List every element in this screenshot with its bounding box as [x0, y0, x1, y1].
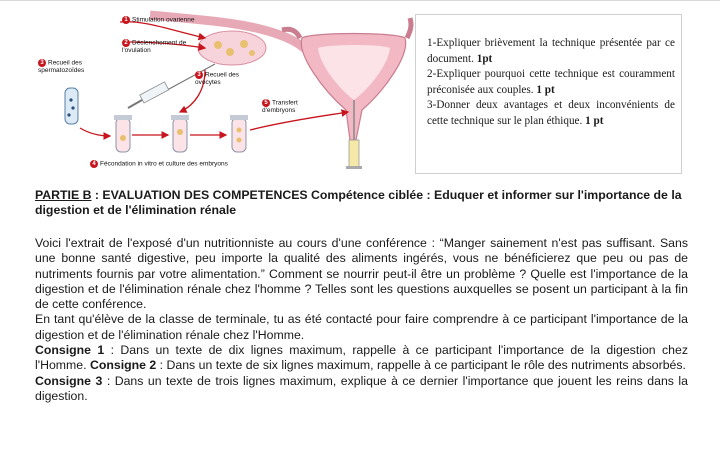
question-2: 2-Expliquer pourquoi cette technique est couramment préconisée aux couples. 1 pt	[427, 68, 675, 96]
step-badge: 1	[122, 16, 130, 24]
question-3: 3-Donner deux avantages et deux inconvénients de cette technique sur le plan éthique. 1 pt	[427, 99, 675, 127]
part-b-title: : EVALUATION DES COMPETENCES Compétence ciblée : Eduquer et informer sur l'importance de la digestion et de l'élimination rénale	[35, 188, 682, 217]
context-paragraph: Voici l'extrait de l'exposé d'un nutritionniste au cours d'une conférence : “Manger sainement n'est pas suffisant. Sans une bonne santé digestive, peu importe la qualité des aliments ingérés, vous ne bénéficierez que peu ou pas de nutriments fournis par votre alimentation.” Comment se nourrir peut-il être un problème ? Quelle est l'importance de la digestion et de l'élimination rénale chez l'homme ? Telles sont les questions auxquelles se posent un participant à la fin de cette conférence.	[35, 236, 688, 312]
step-badge: 5	[262, 99, 270, 107]
question-points: 1pt	[476, 52, 493, 65]
label-fertilization: 4 Fécondation in vitro et culture des embryons	[90, 160, 290, 168]
consigne-1-label: Consigne 1	[35, 343, 105, 358]
transfer-catheter-icon	[349, 140, 359, 168]
label-sperm-collection: 3 Recueil des spermatozoïdes	[38, 59, 85, 74]
task-paragraph: En tant qu'élève de la classe de terminale, tu as été contacté pour faire comprendre à ce participant l'importance de la digestion et de l'élimination rénale chez l'Homme.	[35, 312, 688, 342]
part-b-label: PARTIE B	[35, 188, 92, 202]
label-oocyte-collection: 3 Recueil des ovocytes	[195, 71, 239, 86]
label-stimulation: 1 Stimulation ovarienne	[122, 16, 197, 24]
sperm-tube-icon	[65, 88, 78, 124]
step-badge: 2	[122, 39, 130, 47]
label-ovulation: 2 Déclenchement de l'ovulation	[122, 39, 187, 54]
question-points: 1 pt	[585, 114, 604, 127]
culture-tube-3-icon	[232, 118, 246, 152]
part-b-heading	[35, 188, 688, 218]
label-embryo-transfer: 5 Transfert d'embryons	[262, 99, 298, 114]
question-1: 1-Expliquer brièvement la technique présentée par ce document. 1pt	[427, 37, 675, 65]
ivf-diagram	[0, 0, 415, 178]
questions-list	[427, 36, 675, 130]
step-badge: 4	[90, 160, 98, 168]
consigne-3-label: Consigne 3	[35, 373, 103, 388]
ovary-icon	[198, 31, 266, 65]
consigne-3: Consigne 3 : Dans un texte de trois lignes maximum, explique à ce dernier l'importance que jouent les reins dans la digestion.	[35, 373, 688, 403]
step-badge: 3	[38, 59, 46, 67]
part-b-body	[35, 236, 688, 404]
consigne-2-label: Consigne 2	[89, 358, 157, 373]
question-points: 1 pt	[536, 83, 555, 96]
consigne-1-2: Consigne 1 : Dans un texte de dix lignes maximum, rappelle à ce participant l'importance de la digestion chez l'Homme. Consigne 2 : Dans un texte de six lignes maximum, rappelle à ce participant le rôle des nutriments absorbés.	[35, 343, 689, 373]
step-badge: 3	[195, 71, 203, 79]
